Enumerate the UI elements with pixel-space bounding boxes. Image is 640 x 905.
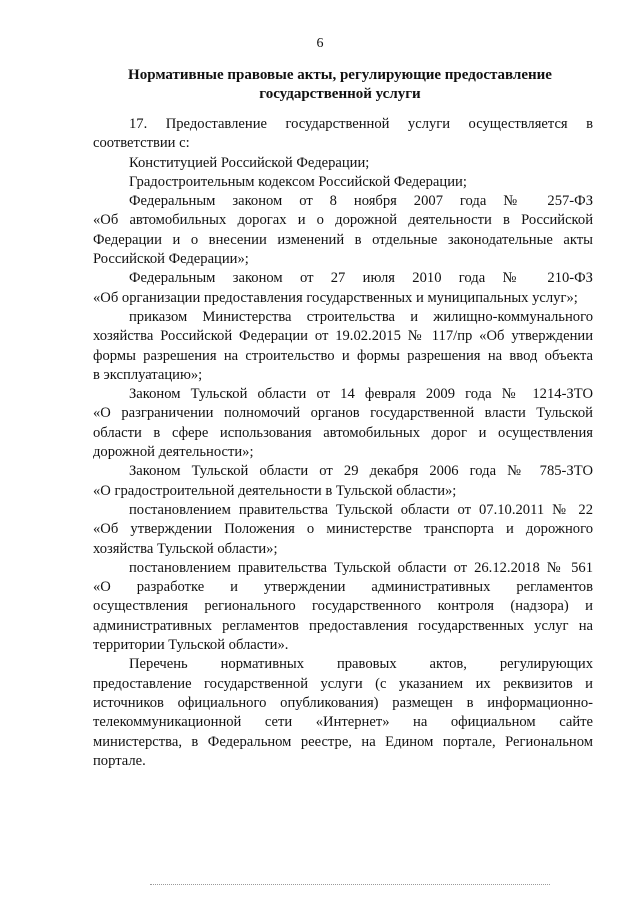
paragraph-line: Федеральным законом от 8 ноября 2007 года № 257-ФЗ [129,193,593,210]
paragraph-line: «О разработке и утверждении административных регламентов [93,579,593,596]
section-heading [60,66,620,104]
paragraph-line: территории Тульской области». [93,637,289,654]
paragraph-line: Конституцией Российской Федерации; [129,154,370,171]
paragraph [93,559,593,655]
paragraph-line: Законом Тульской области от 14 февраля 2009 года № 1214-ЗТО [129,386,593,403]
paragraph [93,154,593,173]
section-heading-line: Нормативные правовые акты, регулирующие предоставление [128,67,552,83]
paragraph-line: телекоммуникационной сети «Интернет» на официальном сайте [93,714,593,731]
paragraph [93,385,593,462]
paragraph-line: хозяйства Тульской области»; [93,540,278,557]
paragraph-line: министерства, в Федеральном реестре, на Едином портале, Региональном [93,733,593,750]
paragraph-line: «О разграничении полномочий органов государственной власти Тульской [93,405,593,422]
paragraph-line: приказом Министерства строительства и жилищно-коммунального [129,308,593,325]
paragraph-line: формы разрешения на строительство и формы разрешения на ввод объекта [93,347,593,364]
paragraph-line: Федеральным законом от 27 июля 2010 года № 210-ФЗ [129,270,593,287]
paragraph-line: источников официального опубликования) размещен в информационно- [93,694,593,711]
paragraph [93,269,593,308]
paragraph [93,308,593,385]
paragraph-line: «О градостроительной деятельности в Тульской области»; [93,482,457,499]
paragraph [93,501,593,559]
paragraph [93,115,593,154]
paragraph-line: постановлением правительства Тульской области от 07.10.2011 № 22 [129,501,593,518]
bottom-scan-artifact-line [150,884,550,885]
paragraph-line: осуществления регионального государственного контроля (надзора) и [93,598,593,615]
paragraph-line: «Об автомобильных дорогах и о дорожной деятельности в Российской [93,212,593,229]
paragraph-line: «Об организации предоставления государственных и муниципальных услуг»; [93,289,578,306]
paragraph-line: Градостроительным кодексом Российской Федерации; [129,173,467,190]
paragraph-line: портале. [93,752,146,769]
paragraph [93,655,593,771]
paragraph-line: Российской Федерации»; [93,251,249,268]
paragraph-line: области в сфере использования автомобильных дорог и осуществления [93,424,593,441]
paragraph [93,462,593,501]
paragraph-line: 17. Предоставление государственной услуги осуществляется в [129,116,593,132]
paragraph-line: административных регламентов предоставления государственных услуг на [93,617,593,634]
paragraph-line: дорожной деятельности»; [93,444,254,461]
paragraph-line: постановлением правительства Тульской области от 26.12.2018 № 561 [129,559,593,576]
paragraph-line: соответствии с: [93,135,190,152]
section-heading-line: государственной услуги [259,86,421,102]
paragraph [93,192,593,269]
paragraph-line: в эксплуатацию»; [93,366,203,383]
document-body [93,115,593,771]
paragraph-line: «Об утверждении Положения о министерстве транспорта и дорожного [93,521,593,538]
page-number: 6 [316,36,324,51]
paragraph-line: предоставление государственной услуги (с указанием их реквизитов и [93,675,593,692]
paragraph [93,173,593,192]
paragraph-line: Законом Тульской области от 29 декабря 2006 года № 785-ЗТО [129,463,593,480]
paragraph-line: Перечень нормативных правовых актов, регулирующих [129,656,593,673]
paragraph-line: Федерации и о внесении изменений в отдельные законодательные акты [93,231,593,248]
paragraph-line: хозяйства Российской Федерации от 19.02.2015 № 117/пр «Об утверждении [93,328,593,345]
